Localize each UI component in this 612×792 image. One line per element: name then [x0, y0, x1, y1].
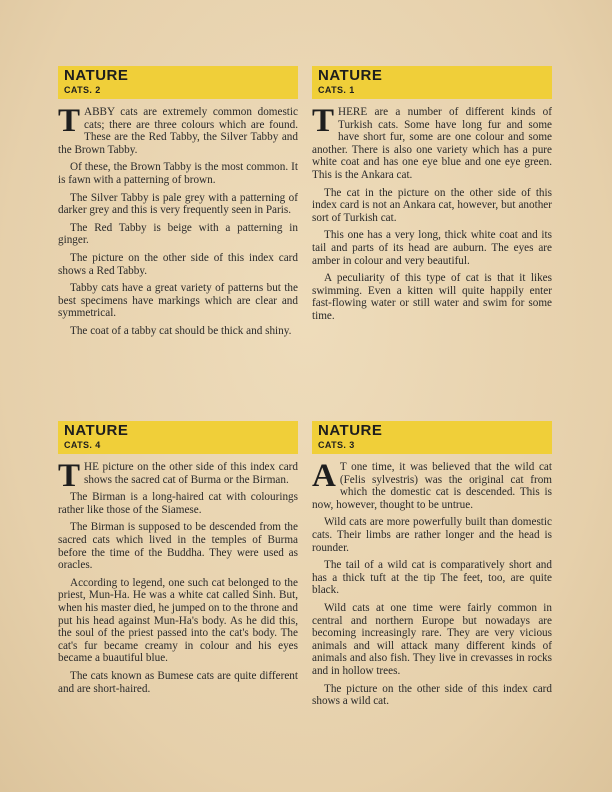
- card-title: NATURE: [318, 67, 383, 84]
- card-header: [312, 66, 552, 99]
- card-paragraph: Wild cats at one time were fairly common in central and northern Europe but nowadays are becoming increasingly rare. They are very vicious animals and will attack many different kinds of animals and also fish. They live in crevasses in rocks and in hollow trees.: [312, 601, 552, 677]
- card-paragraph: The coat of a tabby cat should be thick and shiny.: [70, 324, 292, 337]
- card-subtitle: CATS. 2: [64, 85, 101, 95]
- card-title: NATURE: [64, 422, 129, 439]
- card-paragraph: The Silver Tabby is pale grey with a patterning of darker grey and this is very frequently seen in Paris.: [58, 191, 298, 217]
- card-paragraph: Tabby cats have a great variety of patterns but the best specimens have markings which are clear and symmetrical.: [58, 282, 298, 320]
- card-paragraph: The Red Tabby is beige with a patterning in ginger.: [58, 221, 298, 247]
- drop-cap: T: [58, 458, 81, 494]
- card-subtitle: CATS. 3: [318, 440, 355, 450]
- card-paragraph: The Birman is a long-haired cat with colourings rather like those of the Siamese.: [58, 491, 298, 516]
- drop-cap: T: [58, 103, 81, 139]
- card-first-paragraph: THERE are a number of different kinds of Turkish cats. Some have long fur and some have short fur, some are one colour and some another. There is also one variety which has a pure white coat and has one eye blue and one eye green. This is the Ankara cat.: [312, 103, 552, 181]
- index-card-cats-2: [58, 66, 298, 343]
- card-header: [312, 421, 552, 454]
- drop-cap: T: [312, 103, 335, 139]
- card-first-paragraph: THE picture on the other side of this index card shows the sacred cat of Burma or the Birman.: [58, 458, 298, 494]
- card-body: [312, 454, 552, 708]
- card-body: [58, 454, 298, 695]
- drop-cap: A: [312, 458, 336, 494]
- card-paragraph: According to legend, one such cat belonged to the priest, Mun-Ha. He was a white cat called Sinh. But, when his master died, he jumped on to the throne and put his head against Mun-Ha's body. As he did this, the soul of the priest passed into the cat's body. The cat's fur became creamy in colour and his eyes became a buautiful blue.: [58, 576, 298, 665]
- index-card-cats-3: [312, 421, 552, 713]
- card-paragraph: The picture on the other side of this index card shows a Red Tabby.: [58, 251, 298, 277]
- card-paragraph: The tail of a wild cat is comparatively short and has a thick tuft at the tip The feet, too, are quite black.: [312, 559, 552, 597]
- card-paragraph: The cat in the picture on the other side of this index card is not an Ankara cat, however, but another sort of Turkish cat.: [312, 186, 552, 224]
- index-card-cats-4: [58, 421, 298, 700]
- card-paragraph: Of these, the Brown Tabby is the most common. It is fawn with a patterning of brown.: [58, 161, 298, 186]
- card-paragraph: The Birman is supposed to be descended from the sacred cats which lived in the temples of Burma before the time of the Buddha. They were used as oracles.: [58, 521, 298, 572]
- card-paragraph: A peculiarity of this type of cat is that it likes swimming. Even a kitten will quite happily enter fast-flowing water or still water and swim for some time.: [312, 272, 552, 322]
- card-paragraph: The picture on the other side of this index card shows a wild cat.: [312, 682, 552, 708]
- card-paragraph: This one has a very long, thick white coat and its tail and parts of its head are auburn. The eyes are amber in colour and very beautiful.: [312, 229, 552, 267]
- card-subtitle: CATS. 1: [318, 85, 355, 95]
- card-subtitle: CATS. 4: [64, 440, 101, 450]
- card-paragraph: The cats known as Bumese cats are quite different and are short-haired.: [58, 669, 298, 695]
- card-body: [58, 99, 298, 338]
- card-body: [312, 99, 552, 323]
- card-first-paragraph: A T one time, it was believed that the wild cat (Felis sylvestris) was the original cat from which the domestic cat is descended. This is now, however, thought to be untrue.: [312, 458, 552, 511]
- card-title: NATURE: [318, 422, 383, 439]
- card-first-paragraph: TABBY cats are extremely common domestic cats; there are three colours which are found. These are the Red Tabby, the Silver Tabby and the Brown Tabby.: [58, 103, 298, 156]
- card-paragraph: Wild cats are more powerfully built than domestic cats. Their limbs are rather longer and the head is rounder.: [312, 516, 552, 554]
- index-card-cats-1: [312, 66, 552, 328]
- card-header: [58, 421, 298, 454]
- card-header: [58, 66, 298, 99]
- card-title: NATURE: [64, 67, 129, 84]
